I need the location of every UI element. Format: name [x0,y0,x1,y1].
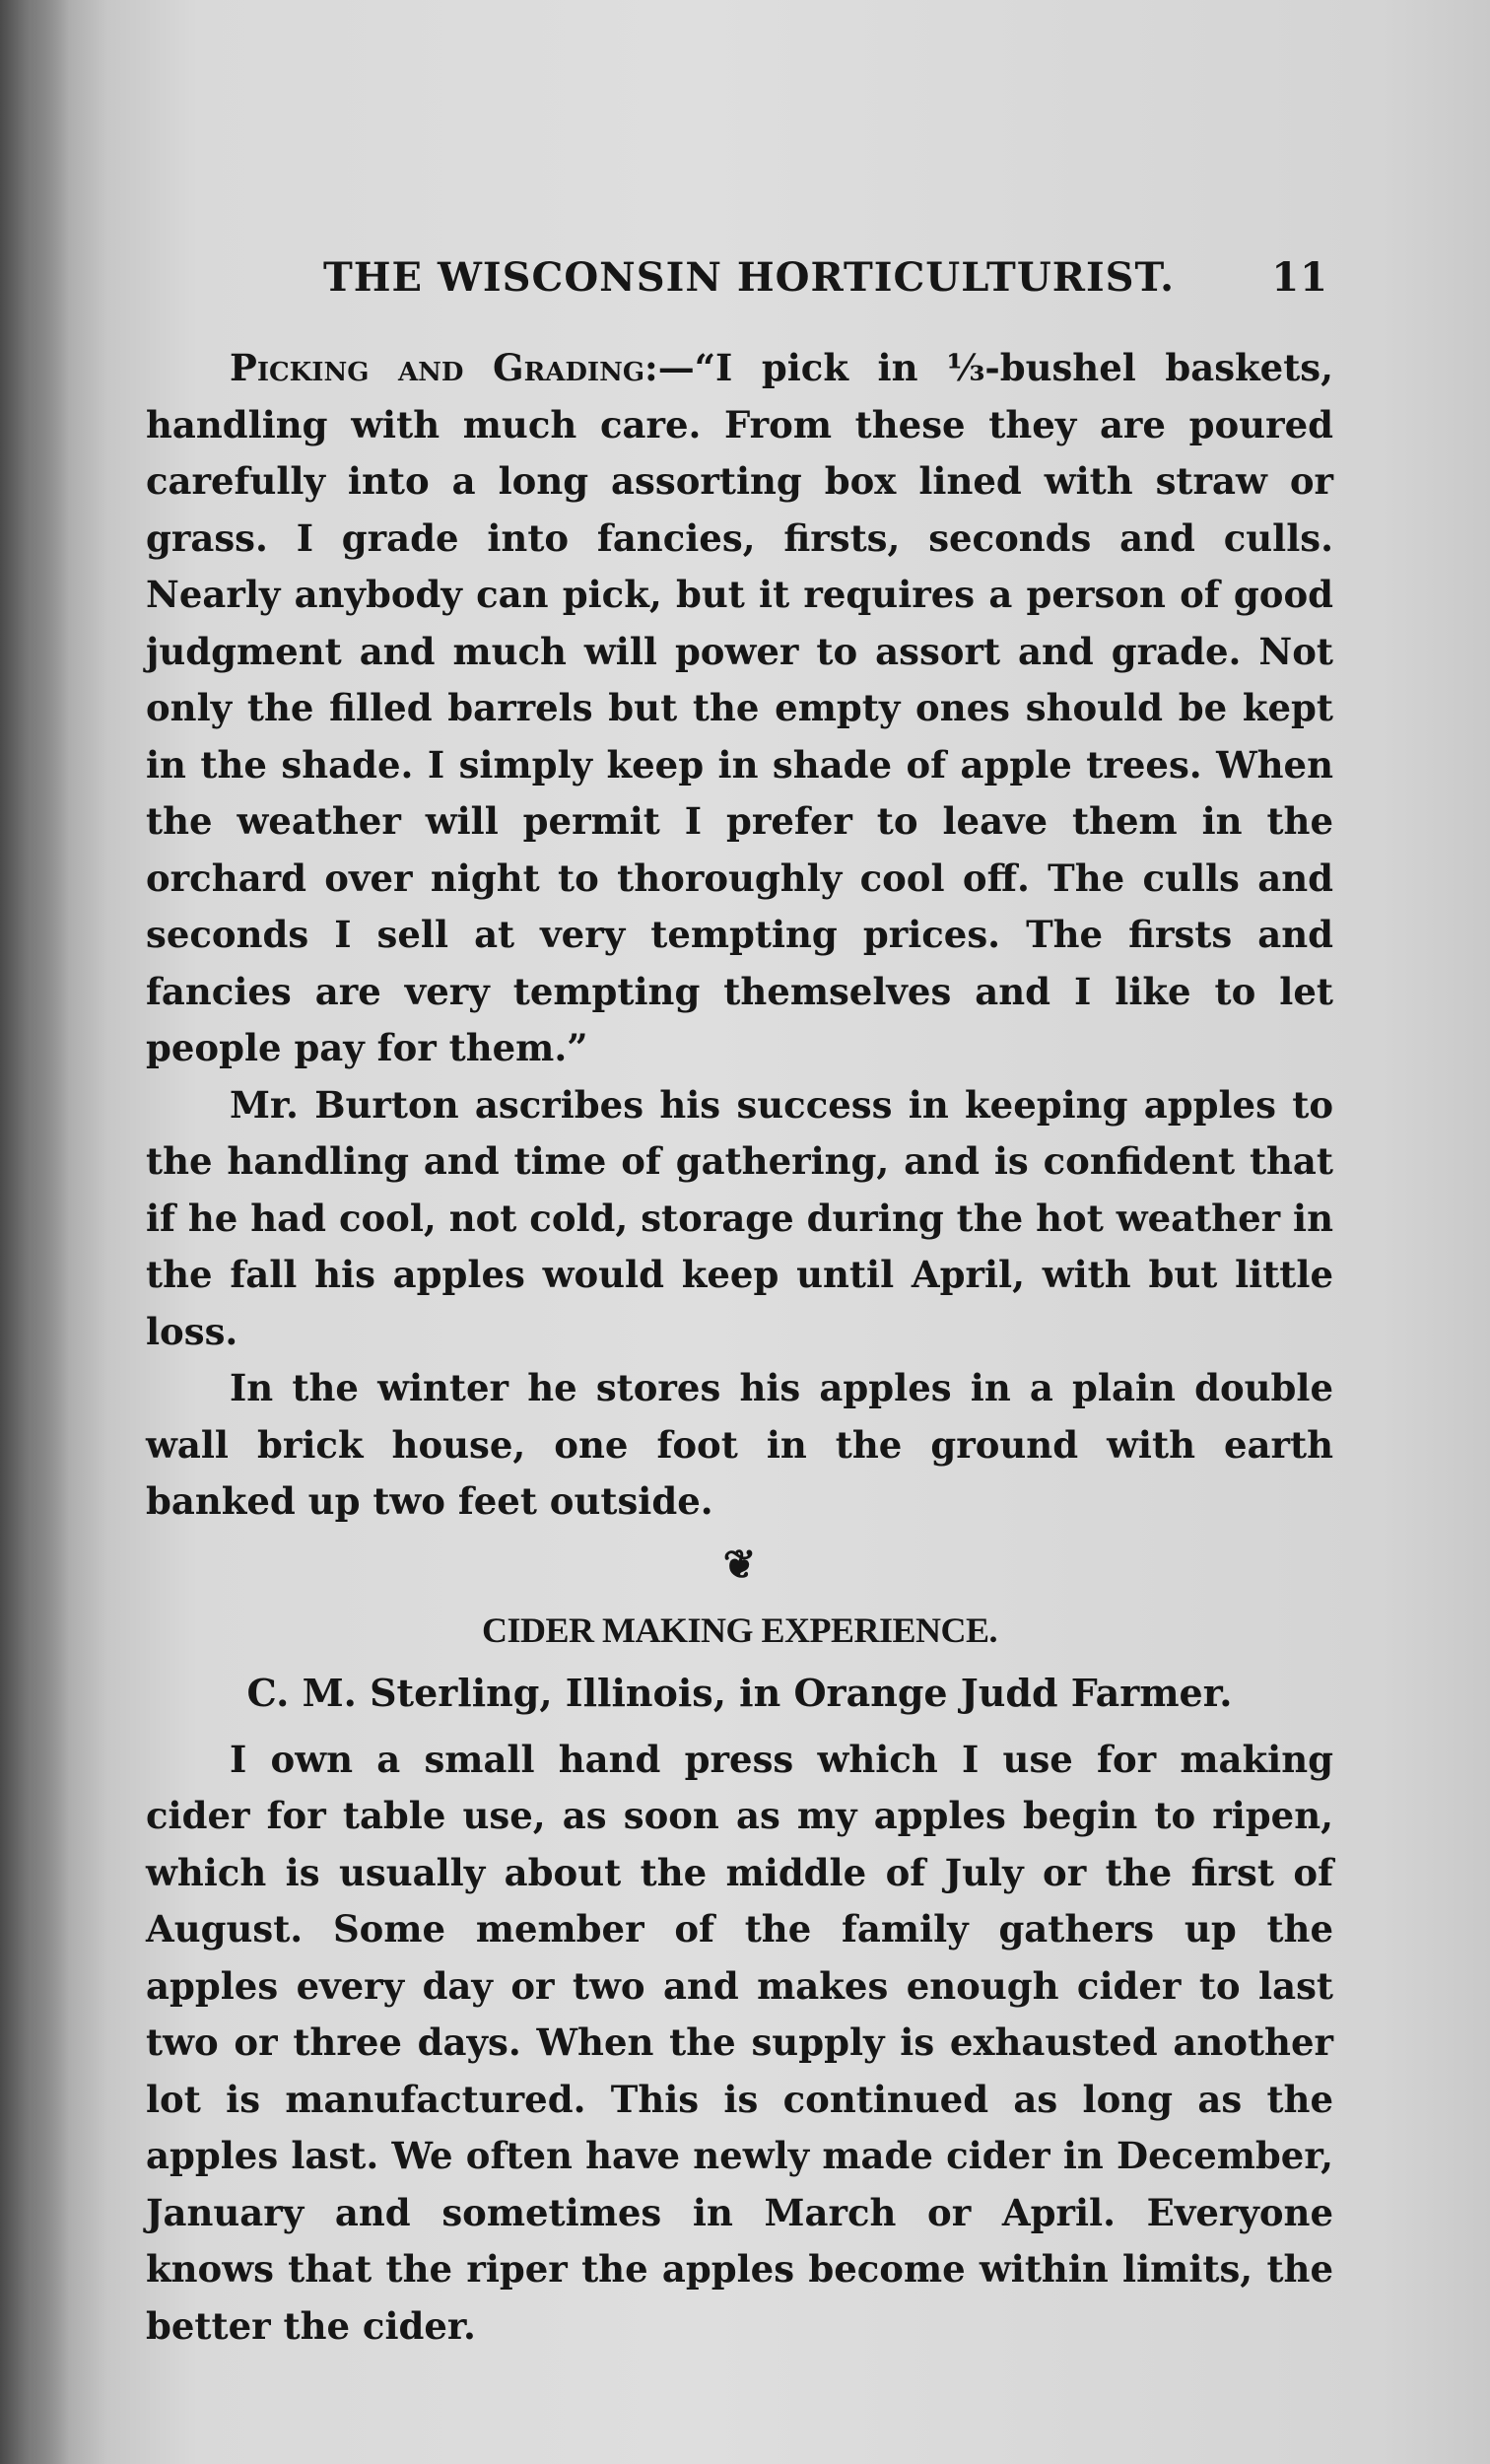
paragraph-cider-press: I own a small hand press which I use for making cider for table use, as soon as my apples begin to ripen, which is usually about the middle of July or the first of August. Some member of the family gathers up the apples every day or two and makes enough cider to last two or three days. When the supply is exhausted another lot is manufactured. This is continued as long as the apples last. We often have newly made cider in December, January and sometimes in March or April. Everyone knows that the riper the apples become within limits, the better the cider. [146,1737,1333,2348]
paragraph-winter-storage: In the winter he stores his apples in a plain double wall brick house, one foot in the ground with earth banked up two feet outside. [146,1366,1333,1523]
section-byline: C. M. Sterling, Illinois, in Orange Judd Farmer. [246,1670,1233,1715]
section-title: CIDER MAKING EXPERIENCE. [481,1609,998,1650]
page-edge-shadow [0,0,69,2464]
page-number: 11 [1271,254,1328,301]
paragraph-text: —“I pick in ⅓-bushel baskets, handling with much care. From these they are poured carefully into a long assorting box lined with straw or grass. I grade into fancies, firsts, seconds and culls. Nearly anybody can pick, but it requires a person of good judgment and much will power to assort and grade. Not only the filled barrels but the empty ones should be kept in the shade. I simply keep in shade of apple trees. When the weather will permit I prefer to leave them in the orchard over night to thoroughly cool off. The culls and seconds I sell at very tempting prices. The firsts and fancies are very tempting themselves and I like to let people pay for them.” [146,346,1334,1069]
running-header [323,254,1328,313]
running-title: THE WISCONSIN HORTICULTURIST. [323,254,1176,301]
paragraph-lead-heading: Picking and Grading: [230,346,658,389]
section-ornament-icon: ❦ [722,1540,757,1588]
paragraph-burton-success: Mr. Burton ascribes his success in keeping apples to the handling and time of gathering, and is confident that if he had cool, not cold, storage during the hot weather in the fall his apples would keep until April, with but little loss. [146,1082,1333,1353]
paragraph-picking-and-grading [146,340,1333,1077]
body-text [146,340,1333,2355]
